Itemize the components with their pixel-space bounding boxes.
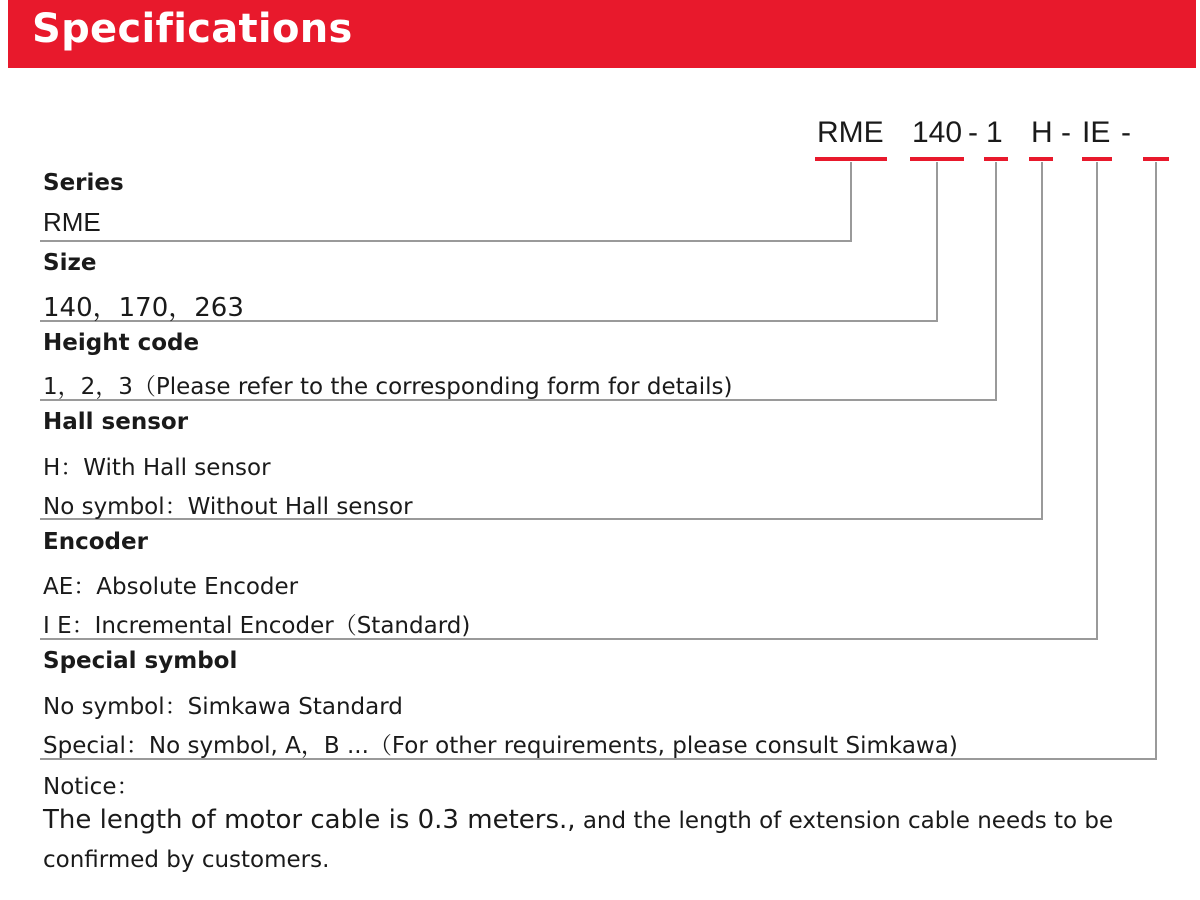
hall-option-2: No symbol：Without Hall sensor [43,494,413,520]
code-size: 140 [912,116,963,149]
height-label: Height code [43,330,200,356]
code-dash-1: - [968,116,978,149]
notice-line-2: confirmed by customers. [43,847,330,873]
series-label: Series [43,170,124,196]
special-label: Special symbol [43,648,238,674]
series-value: RME [43,207,101,237]
special-option-1: No symbol：Simkawa Standard [43,694,403,720]
notice-line-1-main: The length of motor cable is 0.3 meters., [43,805,576,835]
code-dash-3: - [1121,116,1131,149]
encoder-label: Encoder [43,529,148,555]
code-dash-2: - [1061,116,1071,149]
notice-line-1-rest: and the length of extension cable needs to be [575,808,1114,834]
special-option-2: Special：No symbol, A，B ...（For other requirements, please consult Simkawa) [43,733,958,759]
page-title: Specifications [32,6,353,52]
hall-option-1: H：With Hall sensor [43,455,271,481]
encoder-option-2: I E：Incremental Encoder（Standard) [43,613,471,639]
code-height: 1 [986,116,1003,149]
code-encoder: IE [1082,116,1111,149]
code-series: RME [817,116,884,149]
connector-series [40,162,851,241]
code-hall: H [1031,116,1053,149]
size-label: Size [43,250,97,276]
notice-line-1 [43,805,1113,835]
notice-label: Notice： [43,774,140,800]
height-value: 1，2，3（Please refer to the corresponding form for details) [43,374,733,400]
size-value: 140，170，263 [43,293,244,323]
hall-label: Hall sensor [43,409,189,435]
encoder-option-1: AE：Absolute Encoder [43,574,299,600]
connector-height [40,162,996,400]
